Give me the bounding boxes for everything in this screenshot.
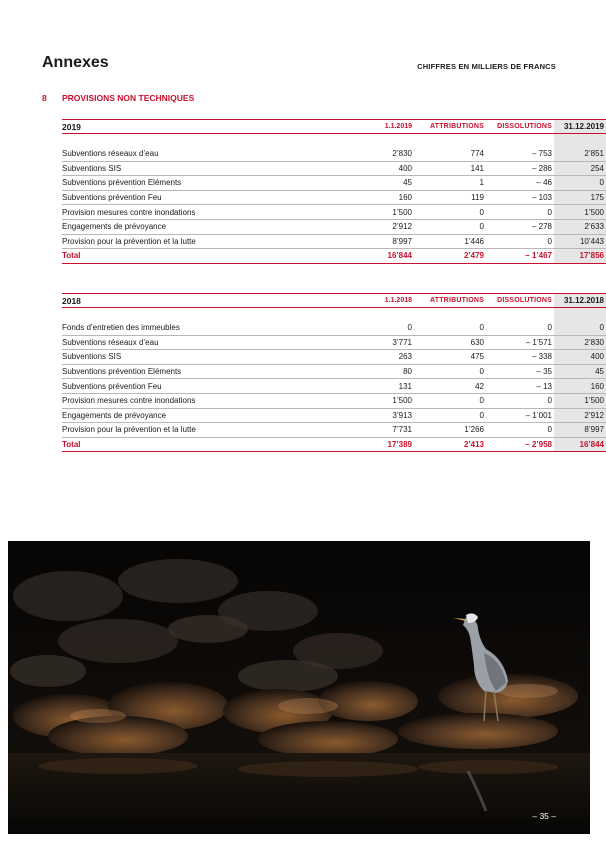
table-row — [62, 161, 606, 176]
total-row — [62, 437, 606, 452]
table-header-row — [62, 120, 606, 134]
row-label: Subventions prévention Feu — [62, 190, 312, 205]
section-number: 8 — [42, 93, 47, 103]
total-value: 17’389 — [312, 437, 414, 452]
column-header: ATTRIBUTIONS — [414, 120, 486, 134]
row-label: Engagements de prévoyance — [62, 408, 312, 423]
cell-value: – 338 — [486, 350, 554, 365]
cell-value: 131 — [312, 379, 414, 394]
cell-value: 0 — [414, 364, 486, 379]
cell-value: 1’500 — [554, 205, 606, 220]
section-heading — [42, 93, 194, 103]
cell-value: 1’446 — [414, 234, 486, 249]
cell-value: 0 — [312, 321, 414, 335]
table-row — [62, 234, 606, 249]
cell-value: – 1’001 — [486, 408, 554, 423]
cell-value: 45 — [554, 364, 606, 379]
table-row — [62, 393, 606, 408]
page-number: – 35 – — [532, 811, 556, 821]
provisions-table-2019 — [62, 119, 606, 264]
cell-value: 1’266 — [414, 423, 486, 438]
cell-value: 8’997 — [554, 423, 606, 438]
cell-value: 175 — [554, 190, 606, 205]
cell-value: 1 — [414, 176, 486, 191]
total-value: 2’413 — [414, 437, 486, 452]
cell-value: 8’997 — [312, 234, 414, 249]
cell-value: 0 — [414, 321, 486, 335]
cell-value: 2’912 — [554, 408, 606, 423]
cell-value: 1’500 — [312, 205, 414, 220]
cell-value: 42 — [414, 379, 486, 394]
cell-value: 2’912 — [312, 219, 414, 234]
total-value: 16’844 — [554, 437, 606, 452]
row-label: Subventions prévention Eléments — [62, 364, 312, 379]
cell-value: 0 — [486, 234, 554, 249]
section-title: PROVISIONS NON TECHNIQUES — [62, 93, 195, 103]
total-label: Total — [62, 437, 312, 452]
cell-value: 141 — [414, 161, 486, 176]
row-label: Provision pour la prévention et la lutte — [62, 234, 312, 249]
cell-value: – 46 — [486, 176, 554, 191]
total-value: 16’844 — [312, 249, 414, 264]
cell-value: – 278 — [486, 219, 554, 234]
table-year-header: 2018 — [62, 294, 312, 308]
table-row — [62, 190, 606, 205]
table-year-header: 2019 — [62, 120, 312, 134]
row-label: Provision mesures contre inondations — [62, 393, 312, 408]
table-row — [62, 364, 606, 379]
table-row — [62, 205, 606, 220]
cell-value: – 35 — [486, 364, 554, 379]
cell-value: 0 — [554, 176, 606, 191]
cell-value: 160 — [554, 379, 606, 394]
spacer-row — [62, 134, 606, 148]
cell-value: 1’500 — [312, 393, 414, 408]
total-label: Total — [62, 249, 312, 264]
row-label: Subventions réseaux d’eau — [62, 147, 312, 161]
cell-value: 2’851 — [554, 147, 606, 161]
cell-value: 0 — [414, 219, 486, 234]
cell-value: 2’633 — [554, 219, 606, 234]
cell-value: 263 — [312, 350, 414, 365]
table-header-row — [62, 294, 606, 308]
row-label: Provision pour la prévention et la lutte — [62, 423, 312, 438]
column-header: DISSOLUTIONS — [486, 294, 554, 308]
column-header: 31.12.2019 — [554, 120, 606, 134]
column-header: ATTRIBUTIONS — [414, 294, 486, 308]
cell-value: – 103 — [486, 190, 554, 205]
cell-value: 1’500 — [554, 393, 606, 408]
cell-value: 0 — [414, 393, 486, 408]
table-row — [62, 321, 606, 335]
cell-value: 0 — [486, 205, 554, 220]
table-row — [62, 335, 606, 350]
cell-value: 254 — [554, 161, 606, 176]
heron-photo — [8, 541, 590, 834]
row-label: Subventions prévention Feu — [62, 379, 312, 394]
cell-value: 2’830 — [554, 335, 606, 350]
cell-value: 0 — [486, 321, 554, 335]
cell-value: 0 — [414, 408, 486, 423]
row-label: Fonds d’entretien des immeubles — [62, 321, 312, 335]
cell-value: 400 — [312, 161, 414, 176]
cell-value: – 286 — [486, 161, 554, 176]
column-header: 1.1.2018 — [312, 294, 414, 308]
cell-value: 3’771 — [312, 335, 414, 350]
cell-value: 0 — [414, 205, 486, 220]
row-label: Subventions prévention Eléments — [62, 176, 312, 191]
table-row — [62, 147, 606, 161]
cell-value: 7’731 — [312, 423, 414, 438]
table-row — [62, 408, 606, 423]
column-header: 31.12.2018 — [554, 294, 606, 308]
row-label: Subventions réseaux d’eau — [62, 335, 312, 350]
table-row — [62, 379, 606, 394]
cell-value: 160 — [312, 190, 414, 205]
heron-on-rocks-illustration — [8, 541, 590, 834]
total-value: – 2’958 — [486, 437, 554, 452]
cell-value: – 753 — [486, 147, 554, 161]
cell-value: 630 — [414, 335, 486, 350]
total-value: 2’479 — [414, 249, 486, 264]
cell-value: 475 — [414, 350, 486, 365]
cell-value: 3’913 — [312, 408, 414, 423]
cell-value: – 13 — [486, 379, 554, 394]
row-label: Provision mesures contre inondations — [62, 205, 312, 220]
cell-value: – 1’571 — [486, 335, 554, 350]
spacer-row — [62, 308, 606, 322]
cell-value: 0 — [554, 321, 606, 335]
total-row — [62, 249, 606, 264]
row-label: Engagements de prévoyance — [62, 219, 312, 234]
units-note: CHIFFRES EN MILLIERS DE FRANCS — [417, 62, 556, 71]
row-label: Subventions SIS — [62, 350, 312, 365]
cell-value: 10’443 — [554, 234, 606, 249]
table-row — [62, 176, 606, 191]
page-title: Annexes — [42, 54, 109, 71]
cell-value: 400 — [554, 350, 606, 365]
cell-value: 774 — [414, 147, 486, 161]
cell-value: 2’830 — [312, 147, 414, 161]
provisions-table-2018 — [62, 293, 606, 452]
table-row — [62, 350, 606, 365]
table-row — [62, 219, 606, 234]
column-header: 1.1.2019 — [312, 120, 414, 134]
cell-value: 80 — [312, 364, 414, 379]
table-row — [62, 423, 606, 438]
total-value: – 1’467 — [486, 249, 554, 264]
cell-value: 0 — [486, 423, 554, 438]
cell-value: 0 — [486, 393, 554, 408]
column-header: DISSOLUTIONS — [486, 120, 554, 134]
row-label: Subventions SIS — [62, 161, 312, 176]
cell-value: 45 — [312, 176, 414, 191]
cell-value: 119 — [414, 190, 486, 205]
total-value: 17’856 — [554, 249, 606, 264]
